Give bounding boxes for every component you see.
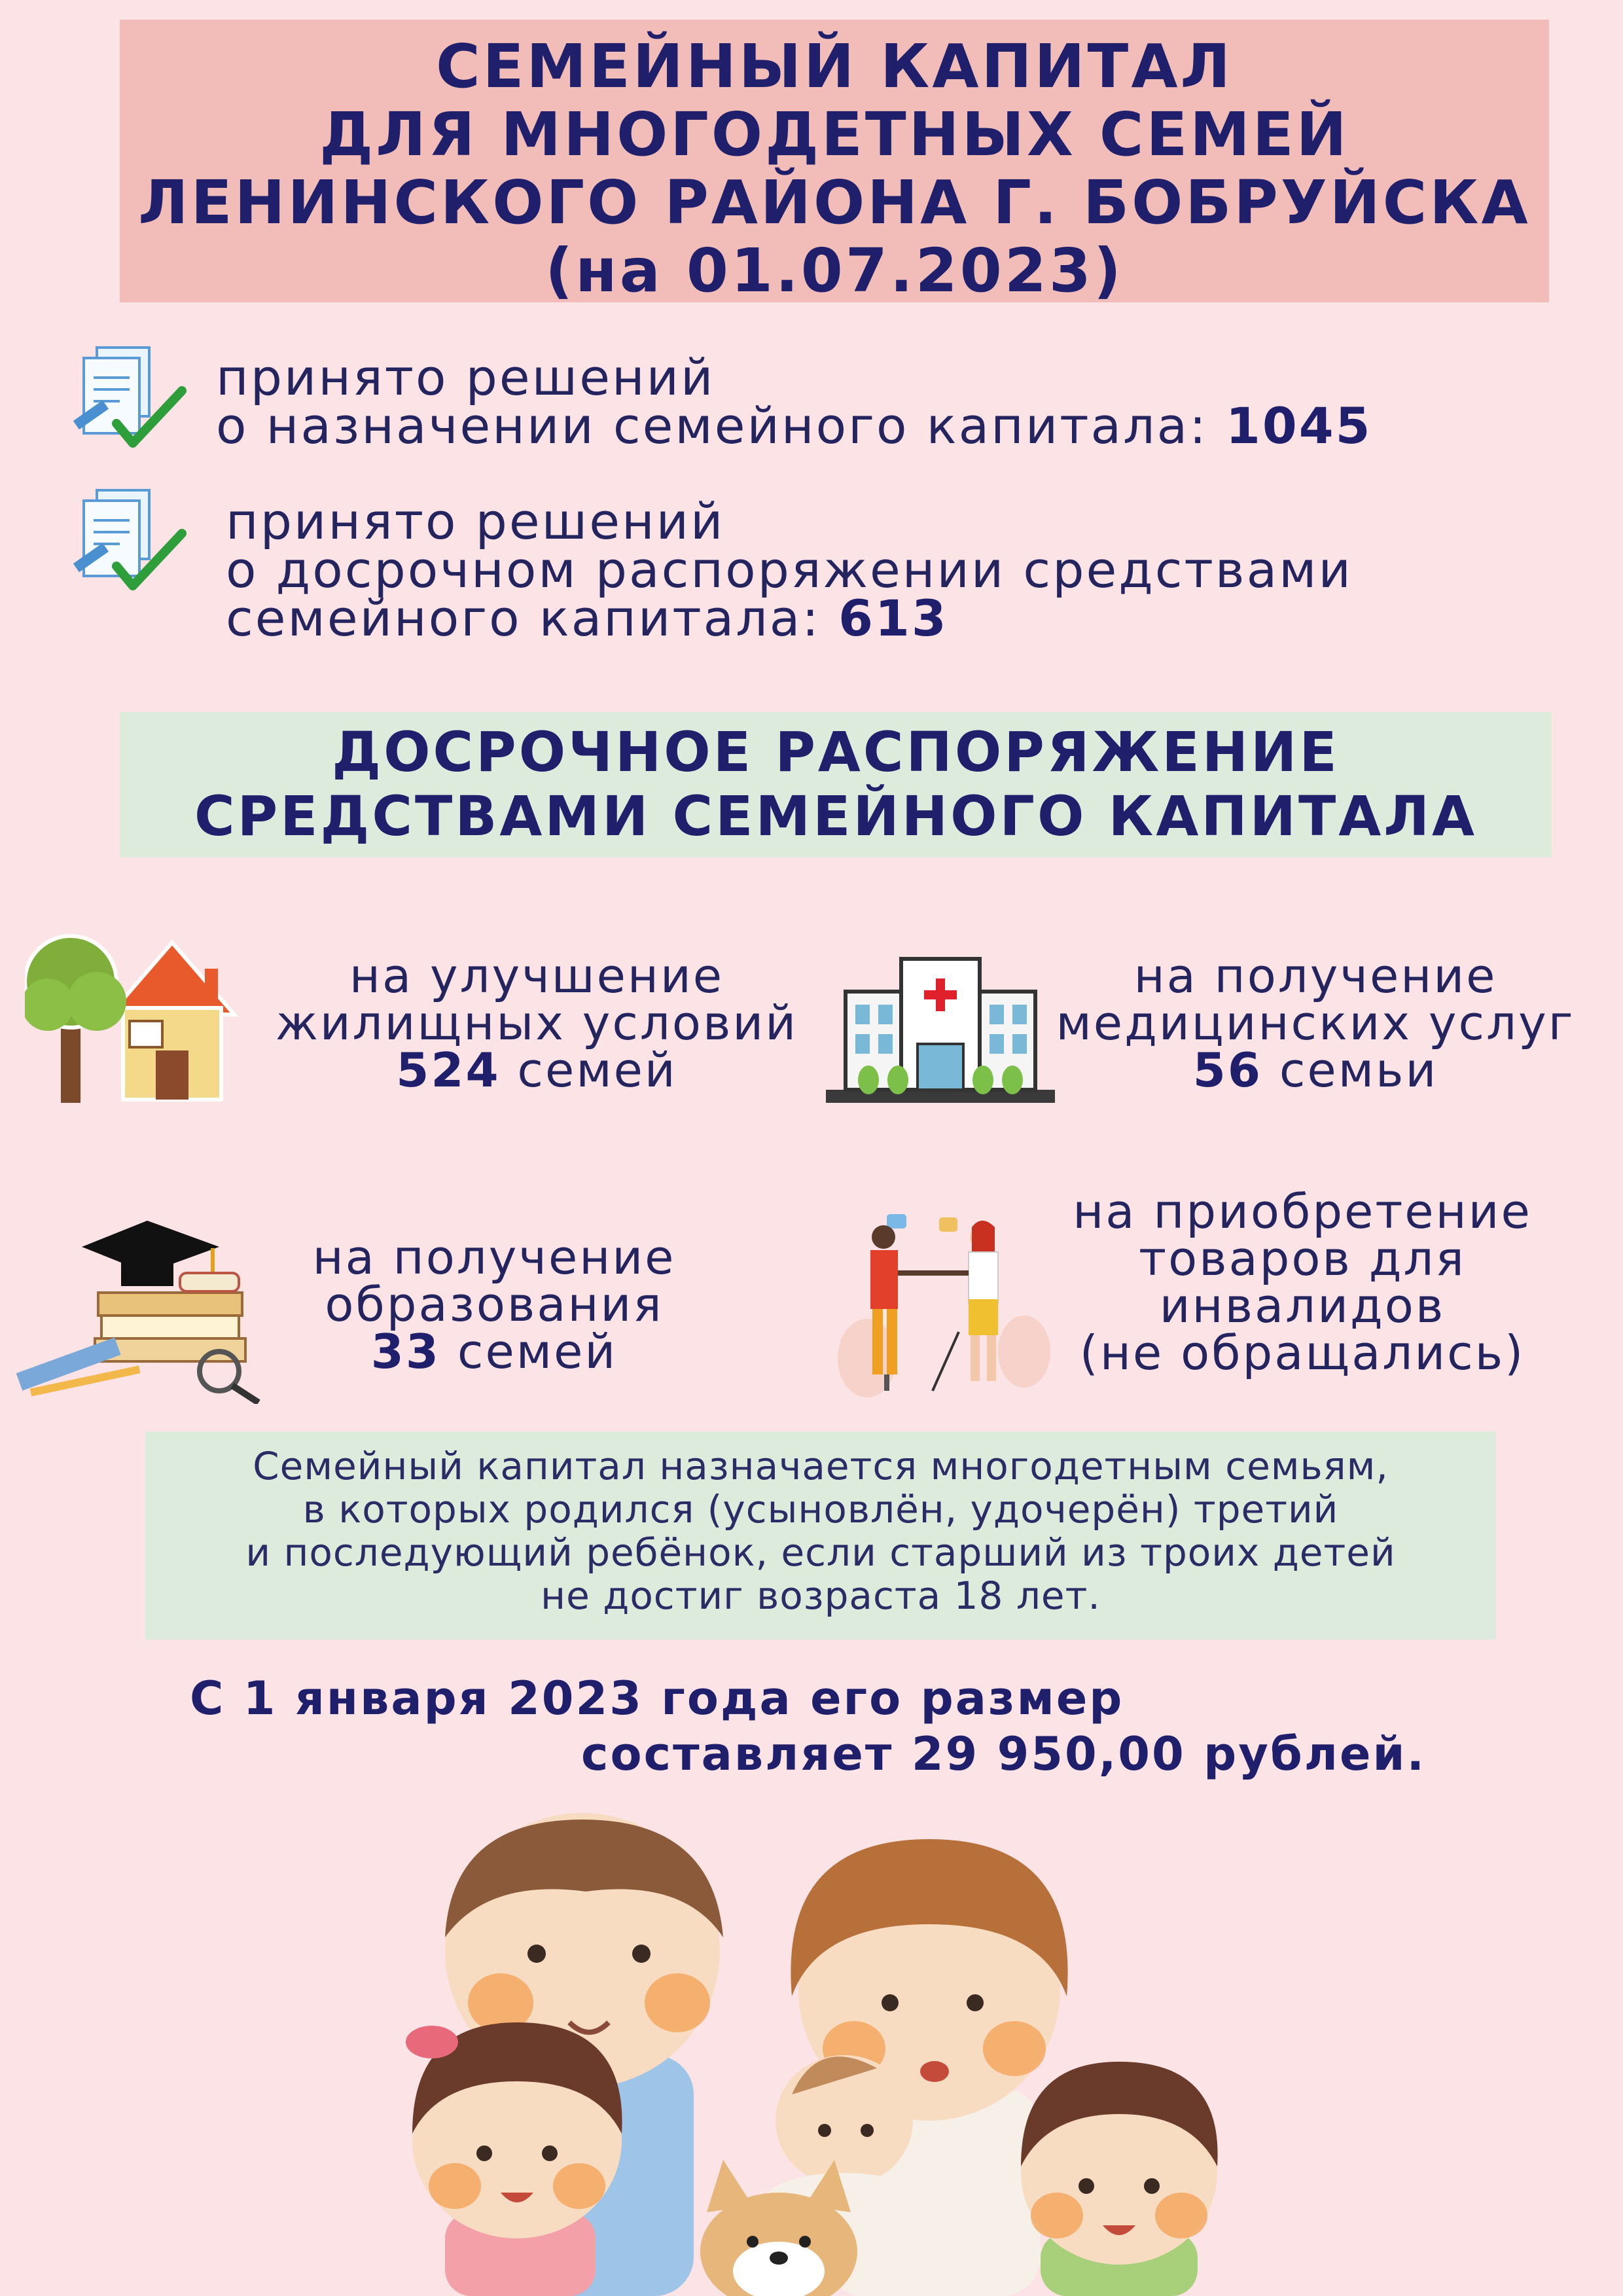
stat-line: о назначении семейного капитала:	[216, 397, 1226, 455]
amount-line-2: составляет 29 950,00 рублей.	[581, 1727, 1427, 1781]
category-line: на улучшение	[349, 948, 724, 1003]
stat-line: принято решений	[226, 492, 725, 550]
info-box	[145, 1431, 1496, 1640]
category-suffix: семей	[440, 1324, 618, 1379]
category-suffix: семей	[500, 1043, 677, 1098]
stat-decisions-early	[226, 492, 1567, 647]
title-line-3: ЛЕНИНСКОГО РАЙОНА Г. БОБРУЙСКА	[138, 168, 1531, 238]
title-line-1: СЕМЕЙНЫЙ КАПИТАЛ	[436, 31, 1233, 101]
category-housing	[242, 948, 831, 1098]
category-line: (не обращались)	[1079, 1325, 1525, 1380]
stat-line: о досрочном распоряжении средствами	[226, 541, 1353, 599]
info-line: и последующий ребёнок, если старший из троих детей	[245, 1530, 1396, 1575]
category-medical	[1034, 948, 1597, 1098]
stat-value: 1045	[1226, 397, 1372, 455]
category-line: на получение	[312, 1230, 676, 1285]
amount-line-1: С 1 января 2023 года его размер	[190, 1672, 1124, 1725]
category-count: 33	[370, 1324, 440, 1379]
stat-line: принято решений	[216, 348, 715, 406]
document-check-icon	[71, 345, 188, 456]
title-line-2: ДЛЯ МНОГОДЕТНЫХ СЕМЕЙ	[319, 99, 1349, 170]
stat-line: семейного капитала:	[226, 589, 839, 647]
title-banner	[120, 20, 1549, 306]
info-line: не достиг возраста 18 лет.	[541, 1573, 1101, 1618]
category-line: на получение	[1133, 948, 1497, 1003]
category-count: 56	[1192, 1043, 1262, 1098]
category-count: 524	[396, 1043, 501, 1098]
category-line: жилищных условий	[276, 996, 798, 1050]
category-education	[259, 1230, 730, 1379]
info-line: Семейный капитал назначается многодетным семьям,	[253, 1444, 1389, 1488]
disabled-people-icon	[828, 1201, 1060, 1404]
category-line: товаров для	[1139, 1231, 1466, 1286]
stat-decisions-assigned	[216, 348, 1558, 455]
category-line: медицинских услуг	[1056, 996, 1575, 1050]
section-title-line-2: СРЕДСТВАМИ СЕМЕЙНОГО КАПИТАЛА	[194, 784, 1478, 848]
stat-value: 613	[838, 589, 948, 647]
graduation-books-icon	[16, 1208, 272, 1404]
section-banner	[120, 712, 1552, 857]
category-line: инвалидов	[1159, 1278, 1446, 1333]
category-disabled	[1034, 1184, 1571, 1380]
house-tree-icon	[25, 916, 241, 1113]
category-line: образования	[325, 1277, 664, 1332]
title-line-4: (на 01.07.2023)	[545, 236, 1124, 306]
section-title-line-1: ДОСРОЧНОЕ РАСПОРЯЖЕНИЕ	[332, 720, 1340, 784]
hospital-icon	[826, 952, 1055, 1109]
document-check-icon	[71, 488, 188, 599]
category-line: на приобретение	[1073, 1184, 1532, 1239]
family-illustration	[366, 1780, 1296, 2296]
category-suffix: семьи	[1262, 1043, 1438, 1098]
info-line: в которых родился (усыновлён, удочерён) третий	[302, 1487, 1339, 1532]
